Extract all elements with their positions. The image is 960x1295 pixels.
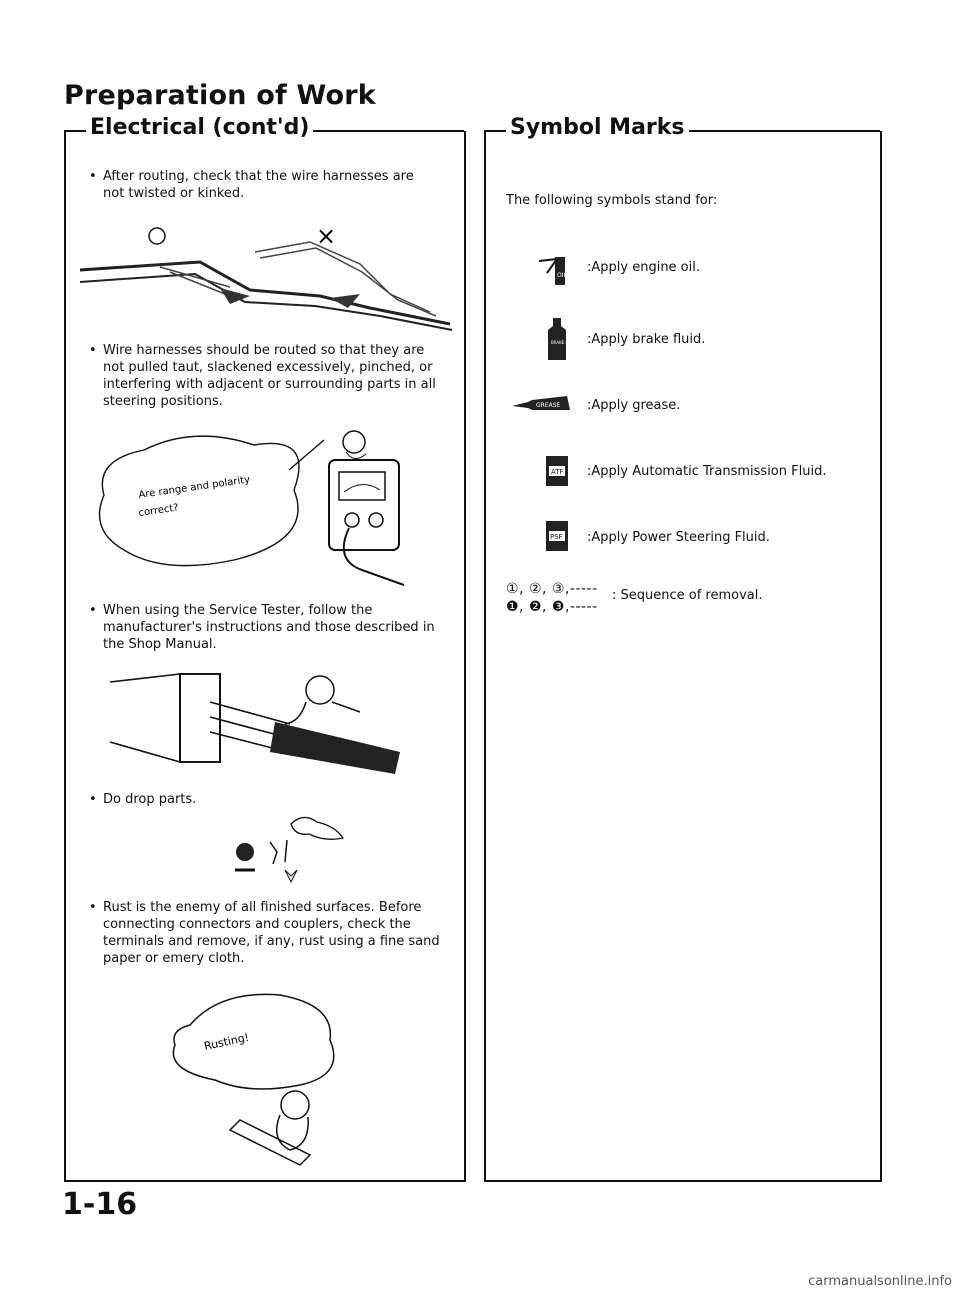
page-title: Preparation of Work bbox=[64, 80, 376, 111]
bullet-1-line-2: not twisted or kinked. bbox=[103, 186, 245, 201]
symbol-icon-text: BRAKE FLUID bbox=[551, 340, 578, 345]
symbol-icon-text: ATF bbox=[551, 468, 564, 476]
symbol-label-atf: :Apply Automatic Transmission Fluid. bbox=[587, 464, 827, 479]
bullet-dot: • bbox=[89, 169, 97, 184]
bullet-2 bbox=[89, 342, 453, 410]
dropped-part-icon bbox=[236, 843, 254, 861]
bullet-2-line-3: interfering with adjacent or surrounding parts in all bbox=[103, 377, 436, 392]
bullet-5-line-4: paper or emery cloth. bbox=[103, 951, 245, 966]
bullet-4-line-1: Do drop parts. bbox=[103, 792, 197, 807]
rusting-speech: Rusting! bbox=[202, 1030, 251, 1053]
right-section-frame bbox=[484, 131, 882, 1182]
grease-tube-icon bbox=[512, 390, 572, 414]
dropped-part-illustration bbox=[225, 812, 365, 892]
bullet-3-line-2: manufacturer's instructions and those described in bbox=[103, 620, 435, 635]
ok-mark-icon bbox=[149, 228, 165, 244]
bullet-dot: • bbox=[89, 343, 97, 358]
bullet-dot: • bbox=[89, 792, 97, 807]
psf-can-icon bbox=[546, 521, 568, 551]
symbols-intro: The following symbols stand for: bbox=[506, 193, 718, 208]
speech-line-1: Are range and polarity bbox=[137, 474, 251, 501]
bullet-5-line-1: Rust is the enemy of all finished surfaces. Before bbox=[103, 900, 422, 915]
symbol-icon-text: OIL bbox=[557, 272, 567, 279]
sequence-outline-numbers: ①, ②, ③,----- bbox=[506, 581, 598, 597]
symbol-label-oil: :Apply engine oil. bbox=[587, 260, 700, 275]
speech-line-2: correct? bbox=[137, 502, 180, 519]
symbol-label-psf: :Apply Power Steering Fluid. bbox=[587, 530, 770, 545]
left-section-heading: Electrical (cont'd) bbox=[86, 115, 313, 141]
footer-watermark: carmanualsonline.info bbox=[808, 1274, 952, 1289]
oil-can-icon bbox=[537, 253, 567, 287]
bullet-2-line-4: steering positions. bbox=[103, 394, 223, 409]
right-section-heading: Symbol Marks bbox=[506, 115, 689, 141]
mascot-icon bbox=[306, 676, 334, 704]
bullet-1 bbox=[89, 168, 453, 202]
brake-fluid-bottle-icon bbox=[546, 318, 578, 360]
mascot-icon bbox=[343, 431, 365, 453]
symbol-icon-text: PSF bbox=[550, 533, 563, 541]
bullet-5-line-3: terminals and remove, if any, rust using a fine sand bbox=[103, 934, 440, 949]
bullet-dot: • bbox=[89, 603, 97, 618]
bullet-4 bbox=[89, 791, 453, 808]
bullet-5 bbox=[89, 899, 453, 967]
atf-can-icon bbox=[546, 456, 568, 486]
page-number: 1-16 bbox=[62, 1187, 138, 1222]
symbol-label-grease: :Apply grease. bbox=[587, 398, 681, 413]
bullet-3 bbox=[89, 602, 453, 653]
bullet-5-line-2: connecting connectors and couplers, check the bbox=[103, 917, 411, 932]
sequence-filled-numbers: ❶, ❷, ❸,----- bbox=[506, 599, 598, 615]
bullet-3-line-3: the Shop Manual. bbox=[103, 637, 217, 652]
connector-illustration bbox=[110, 662, 410, 777]
harness-twist-illustration bbox=[80, 212, 460, 332]
bullet-3-line-1: When using the Service Tester, follow the bbox=[103, 603, 373, 618]
ng-mark-icon: × bbox=[316, 222, 337, 250]
symbol-label-brake: :Apply brake fluid. bbox=[587, 332, 706, 347]
bullet-2-line-2: not pulled taut, slackened excessively, pinched, or bbox=[103, 360, 433, 375]
bullet-1-line-1: After routing, check that the wire harnesses are bbox=[103, 169, 414, 184]
bullet-2-line-1: Wire harnesses should be routed so that they are bbox=[103, 343, 425, 358]
wire-harness-icon bbox=[270, 722, 400, 774]
rusting-illustration bbox=[160, 985, 360, 1175]
bullet-dot: • bbox=[89, 900, 97, 915]
tester-polarity-illustration bbox=[84, 420, 424, 590]
symbol-icon-text: GREASE bbox=[536, 402, 561, 409]
mascot-icon bbox=[281, 1091, 309, 1119]
sequence-label: : Sequence of removal. bbox=[612, 588, 763, 603]
